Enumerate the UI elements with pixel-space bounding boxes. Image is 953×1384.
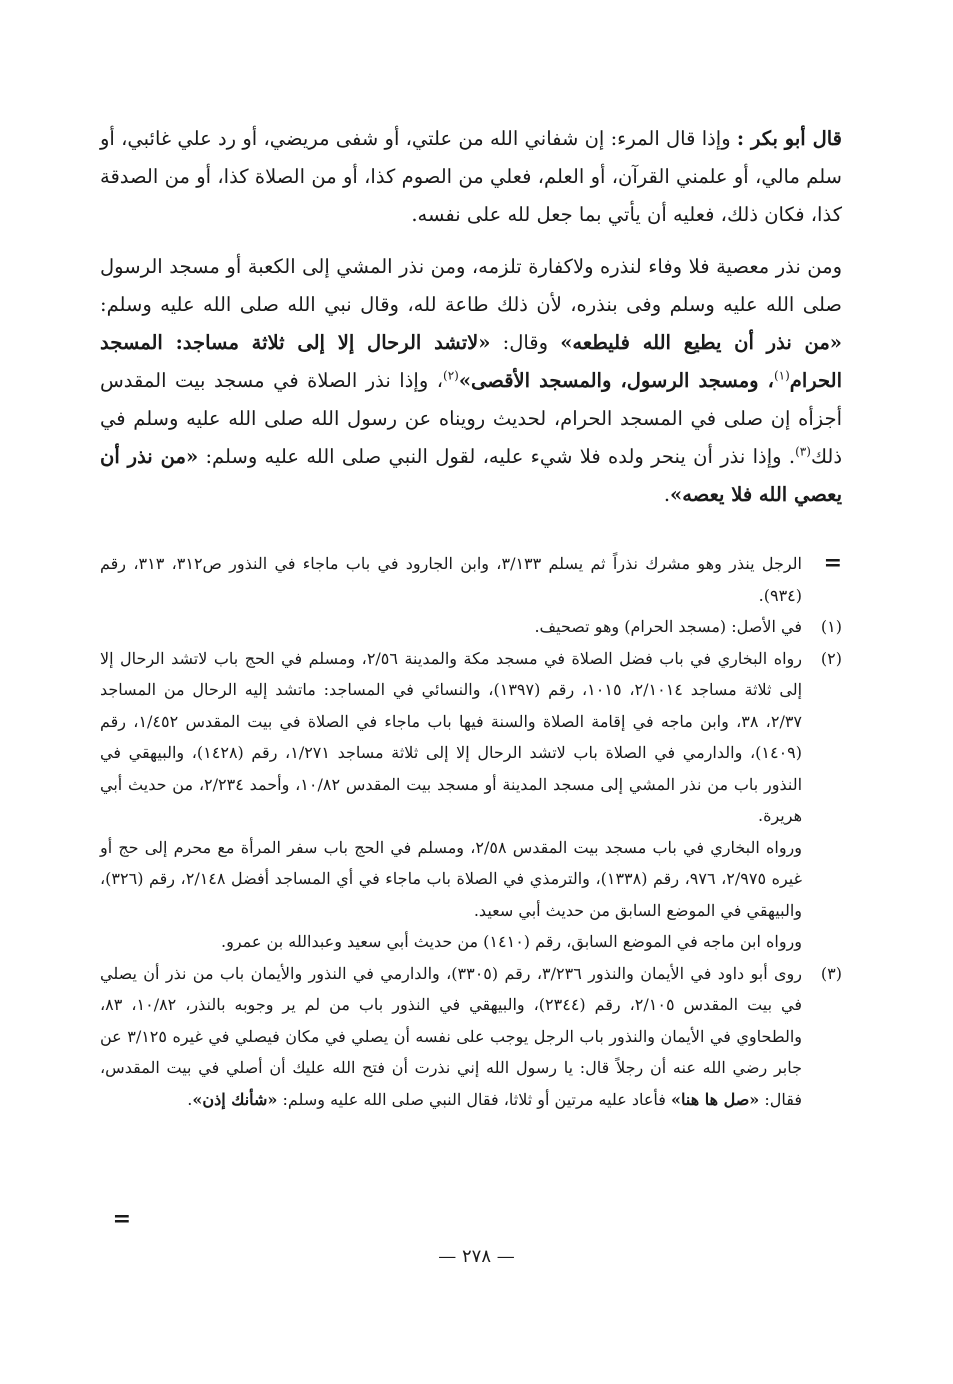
hadith-quote: «من نذر أن يطيع الله فليطعه»: [560, 331, 842, 354]
footnote-text: روى أبو داود في الأيمان والنذور ٣/٢٣٦، رقم (٣٣٠٥)، والدارمي في النذور والأيمان باب من نذر أن يصلي في بيت المقدس ٢/١٠٥، رقم (٢٣٤٤)، والبيهقي في النذور باب من لم ير وجوبه بالنذر، ١٠/٨٢، ٨٣، والطحاوي في الأيمان والنذور باب الرجل يوجب على نفسه أن يصلي في مكان فيصلي في غيره ٣/١٢٥ عن جابر رضي الله عنه أن رجلاً قال: يا رسول الله إني نذرت أن فتح الله عليك أن أصلي في بيت المقدس، فقال: «صل ها هنا» فأعاد عليه مرتين أو ثلاثا، فقال النبي صلى الله عليه وسلم: «شأنك إذن».: [100, 963, 803, 1109]
hadith-quote: ، ومسجد الرسول، والمسجد الأقصى»: [458, 369, 774, 392]
hadith-quote: «صل ها هنا»: [670, 1089, 760, 1109]
footnote-marker: (١): [820, 617, 842, 636]
footnote-ref[interactable]: (١): [773, 368, 790, 383]
main-text: [100, 120, 842, 514]
footnote-text: الرجل ينذر وهو مشرك نذراً ثم يسلم ٣/١٣٣، وابن الجارود في باب ماجاء في النذور ص٣١٢، ٣١٣، رقم (٩٣٤).: [100, 554, 803, 605]
hadith-quote: «من نذر أن يعصي الله فلا يعصه»: [100, 445, 842, 506]
paragraph-1: قال أبو بكر : وإذا قال المرء: إن شفاني الله من علتي، أو شفى مريضي، أو رد علي غائبي، أو سلم مالي، أو علمني القرآن، أو العلم، فعلي من الصوم كذا، أو من الصلاة كذا، أو من الصدقة كذا، فكان ذلك، فعليه أن يأتي بما جعل لله على نفسه.: [100, 127, 842, 226]
footnote-marker: (٢): [820, 648, 842, 668]
footnote-text: رواه البخاري في باب فضل الصلاة في مسجد مكة والمدينة ٢/٥٦، ومسلم في الحج باب لاتشد الرحال إلا إلى ثلاثة مساجد ٢/١٠١٤، ١٠١٥، رقم (١٣٩٧)، والنسائي في المساجد: ماتشد إليه الرحال من المساجد ٢/٣٧، ٣٨، وابن ماجه في إقامة الصلاة والسنة فيها باب ماجاء في الصلاة في بيت المقدس ١/٤٥٢، رقم (١٤٠٩)، والدارمي في الصلاة باب لاتشد الرحال إلا إلى ثلاثة مساجد ١/٢٧١، رقم (١٤٢٨)، والبيهقي في النذور باب من نذر المشي إلى مسجد المدينة أو مسجد بيت المقدس ١٠/٨٢، وأحمد ٢/٢٣٤، من حديث أبي هريرة.: [100, 648, 803, 825]
footnote-1: [100, 611, 842, 643]
continuation-mark-end: =: [112, 1206, 131, 1232]
footnote-marker: (٣): [820, 963, 842, 983]
footnote-continuation: [100, 548, 842, 611]
footnote-ref[interactable]: (٣): [795, 444, 811, 459]
footnotes: [100, 548, 842, 1115]
footnote-text: ورواه البخاري في باب مسجد بيت المقدس ٢/٥٨، ومسلم في الحج باب سفر المرأة مع محرم إلى حج أو غيره ٢/٩٧٥، ٩٧٦، رقم (١٣٣٨)، والترمذي في الصلاة باب ماجاء في أي المساجد أفضل ٢/١٤٨، رقم (٣٢٦)، والبيهقي في الموضع السابق من حديث أبي سعيد.: [100, 837, 802, 920]
continuation-mark: =: [823, 550, 842, 576]
footnote-text: في الأصل: (مسجد الحرام) وهو تصحيف.: [534, 617, 802, 636]
paragraph-2: ومن نذر معصية فلا وفاء لنذره ولاكفارة تلزمه، ومن نذر المشي إلى الكعبة أو مسجد الرسول صلى الله عليه وسلم وفى بنذره، لأن ذلك طاعة لله، وقال نبي الله صلى الله عليه وسلم: «من نذر أن يطيع الله فليطعه» وقال: «لاتشد الرحال إلا إلى ثلاثة مساجد: المسجد الحرام$^{(١)}$، ومسجد الرسول، والمسجد الأقصى»$^{(٢)}$، وإذا نذر الصلاة في مسجد بيت المقدس أجزأه إن صلى في المسجد الحرام، لحديث رويناه عن رسول الله صلى الله عليه وسلم في ذلك$^{(٣)}$. وإذا نذر أن ينحر ولده فلا شيء عليه، لقول النبي صلى الله عليه وسلم: «من نذر أن يعصي الله فلا يعصه».: [100, 255, 842, 506]
page-number: — ٢٧٨ —: [438, 1246, 515, 1267]
speaker-label: قال أبو بكر :: [736, 127, 842, 150]
hadith-quote: «شأنك إذن»: [192, 1089, 278, 1109]
footnote-ref[interactable]: (٢): [443, 368, 459, 383]
footnote-text: ورواه ابن ماجه في الموضع السابق، رقم (١٤١٠) من حديث أبي سعيد وعبدالله بن عمرو.: [221, 932, 802, 951]
hadith-quote: «لاتشد الرحال إلا إلى ثلاثة مساجد: المسجد الحرام: [100, 331, 842, 392]
footnote-2: [100, 643, 842, 958]
footnote-3: [100, 958, 842, 1116]
